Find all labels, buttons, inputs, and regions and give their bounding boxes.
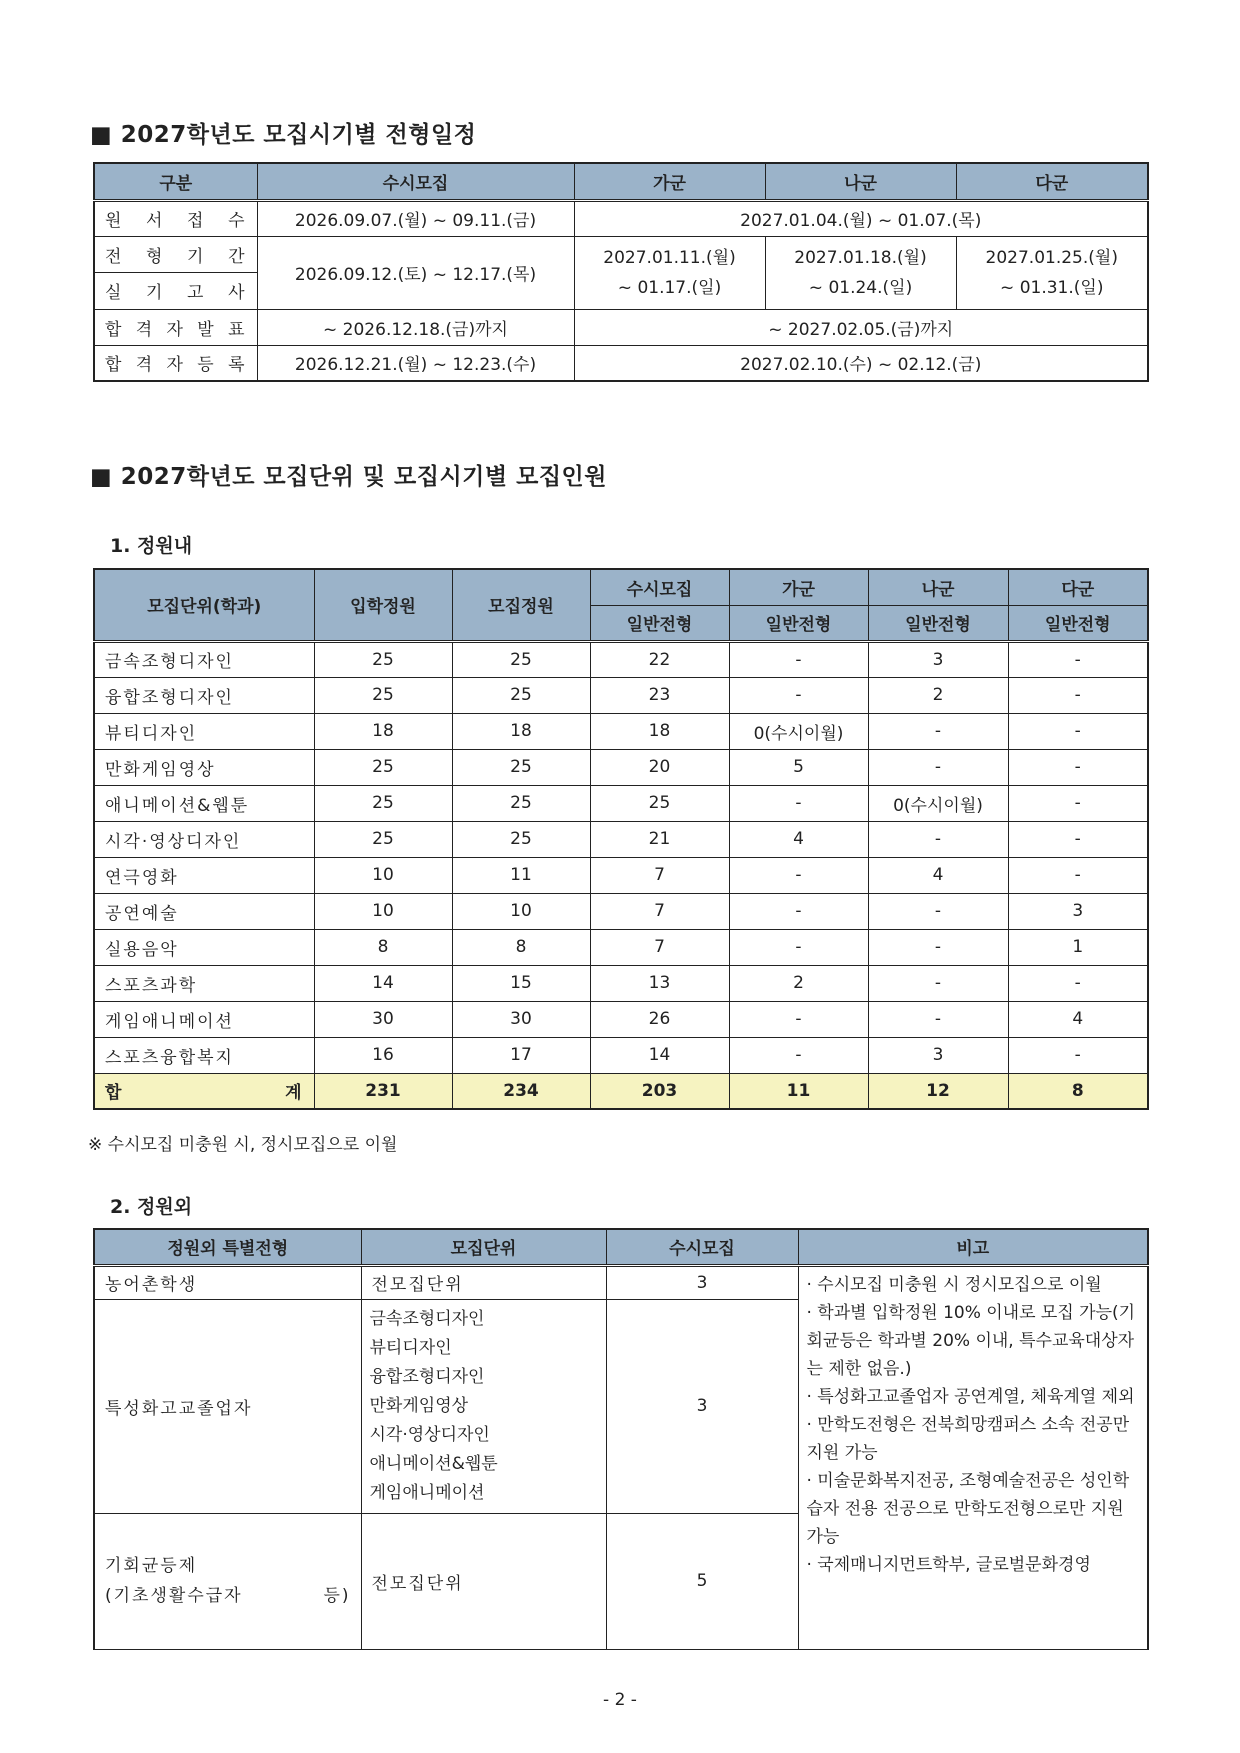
table-row <box>94 236 1148 272</box>
table-row <box>94 965 1148 1001</box>
ga-date <box>574 236 765 309</box>
unit-item: 융합조형디자인 <box>369 1366 485 1387</box>
susi-count: 3 <box>606 1299 798 1513</box>
header-unit: 모집단위 <box>361 1229 606 1265</box>
unit-item: 게임애니메이션 <box>369 1482 485 1503</box>
susi-count: 5 <box>606 1513 798 1649</box>
unit-item: 만화게임영상 <box>369 1395 469 1416</box>
na-count: - <box>868 965 1008 1001</box>
table-row <box>94 785 1148 821</box>
total-susi: 203 <box>590 1073 729 1109</box>
remarks-cell <box>798 1265 1148 1649</box>
recruit-quota: 17 <box>452 1037 590 1073</box>
header-general: 일반전형 <box>868 605 1008 641</box>
susi-count: 7 <box>590 857 729 893</box>
special-type: 특성화고교졸업자 <box>94 1299 361 1513</box>
unit-name: 스포츠융합복지 <box>94 1037 314 1073</box>
na-count: - <box>868 893 1008 929</box>
susi-count: 7 <box>590 893 729 929</box>
total-da: 8 <box>1008 1073 1148 1109</box>
admit-quota: 25 <box>314 821 452 857</box>
special-type-main: 기회균등제 <box>105 1556 198 1576</box>
unit: 전모집단위 <box>361 1513 606 1649</box>
recruit-quota: 8 <box>452 929 590 965</box>
unit-name: 금속조형디자인 <box>94 641 314 677</box>
remark-item: · 수시모집 미충원 시 정시모집으로 이월 <box>806 1274 1102 1295</box>
na-count: - <box>868 713 1008 749</box>
row-label: 실 기 고 사 <box>94 272 257 309</box>
header-recruit: 모집정원 <box>452 569 590 641</box>
unit-name: 융합조형디자인 <box>94 677 314 713</box>
remark-item: · 미술문화복지전공, 조형예술전공은 성인학습자 전용 전공으로 만학도전형으로만 지원 가능 <box>806 1470 1130 1547</box>
header-susi: 수시모집 <box>606 1229 798 1265</box>
unit-name: 애니메이션&웹툰 <box>94 785 314 821</box>
header-category: 구분 <box>94 163 257 200</box>
susi-count: 13 <box>590 965 729 1001</box>
table-row <box>94 200 1148 236</box>
da-count: - <box>1008 749 1148 785</box>
ga-count: - <box>729 1037 868 1073</box>
header-da: 다군 <box>956 163 1148 200</box>
table-row <box>94 1265 1148 1299</box>
ga-count: - <box>729 677 868 713</box>
unit-name: 연극영화 <box>94 857 314 893</box>
total-ga: 11 <box>729 1073 868 1109</box>
da-count: - <box>1008 821 1148 857</box>
susi-count: 21 <box>590 821 729 857</box>
recruit-quota: 25 <box>452 677 590 713</box>
na-count: 0(수시이월) <box>868 785 1008 821</box>
schedule-table <box>93 162 1149 382</box>
da-date-end: ~ 01.31.(일) <box>1000 277 1104 298</box>
unit-name: 공연예술 <box>94 893 314 929</box>
unit-item: 뷰티디자인 <box>369 1337 452 1358</box>
remark-item: · 특성화고교졸업자 공연계열, 체육계열 제외 <box>806 1386 1135 1407</box>
table-row <box>94 641 1148 677</box>
table-row <box>94 309 1148 345</box>
susi-count: 18 <box>590 713 729 749</box>
ga-count: - <box>729 929 868 965</box>
susi-count: 25 <box>590 785 729 821</box>
header-susi: 수시모집 <box>590 569 729 605</box>
admit-quota: 30 <box>314 1001 452 1037</box>
header-na: 나군 <box>868 569 1008 605</box>
da-count: 4 <box>1008 1001 1148 1037</box>
da-count: - <box>1008 1037 1148 1073</box>
page-number: - 2 - <box>603 1690 637 1710</box>
special-type-sub: (기초생활수급자 등) <box>105 1586 351 1606</box>
unit-item: 시각·영상디자인 <box>369 1424 490 1445</box>
da-count: - <box>1008 785 1148 821</box>
susi-count: 23 <box>590 677 729 713</box>
susi-count: 22 <box>590 641 729 677</box>
header-remarks: 비고 <box>798 1229 1148 1265</box>
special-type: 농어촌학생 <box>94 1265 361 1299</box>
susi-count: 14 <box>590 1037 729 1073</box>
unit-list <box>361 1299 606 1513</box>
ga-count: 0(수시이월) <box>729 713 868 749</box>
na-count: 3 <box>868 641 1008 677</box>
row-label: 전 형 기 간 <box>94 236 257 272</box>
susi-date: 2026.09.12.(토) ~ 12.17.(목) <box>257 236 574 309</box>
table-row <box>94 677 1148 713</box>
header-general: 일반전형 <box>590 605 729 641</box>
unit-name: 게임애니메이션 <box>94 1001 314 1037</box>
da-date-start: 2027.01.25.(월) <box>985 247 1118 268</box>
recruit-quota: 11 <box>452 857 590 893</box>
ga-count: - <box>729 1001 868 1037</box>
na-count: - <box>868 749 1008 785</box>
carryover-note: ※ 수시모집 미충원 시, 정시모집으로 이월 <box>88 1135 398 1155</box>
header-unit: 모집단위(학과) <box>94 569 314 641</box>
ga-count: 2 <box>729 965 868 1001</box>
unit-name: 스포츠과학 <box>94 965 314 1001</box>
jeongsi-date: 2027.02.10.(수) ~ 02.12.(금) <box>574 345 1148 381</box>
na-count: - <box>868 1001 1008 1037</box>
row-label: 합 격 자 등 록 <box>94 345 257 381</box>
admit-quota: 14 <box>314 965 452 1001</box>
na-count: 3 <box>868 1037 1008 1073</box>
header-special-type: 정원외 특별전형 <box>94 1229 361 1265</box>
jeongsi-date: 2027.01.04.(월) ~ 01.07.(목) <box>574 200 1148 236</box>
row-label: 합 격 자 발 표 <box>94 309 257 345</box>
total-admit: 231 <box>314 1073 452 1109</box>
ga-count: - <box>729 641 868 677</box>
unit-name: 뷰티디자인 <box>94 713 314 749</box>
na-count: 4 <box>868 857 1008 893</box>
admit-quota: 25 <box>314 677 452 713</box>
da-count: 1 <box>1008 929 1148 965</box>
table-row <box>94 749 1148 785</box>
jeongsi-date: ~ 2027.02.05.(금)까지 <box>574 309 1148 345</box>
recruit-quota: 18 <box>452 713 590 749</box>
table-row <box>94 929 1148 965</box>
na-date-start: 2027.01.18.(월) <box>794 247 927 268</box>
extra-quota-table <box>93 1228 1149 1650</box>
total-na: 12 <box>868 1073 1008 1109</box>
header-ga: 가군 <box>574 163 765 200</box>
da-count: - <box>1008 965 1148 1001</box>
susi-date: 2026.09.07.(월) ~ 09.11.(금) <box>257 200 574 236</box>
unit-item: 금속조형디자인 <box>369 1308 485 1329</box>
admit-quota: 10 <box>314 893 452 929</box>
unit-item: 애니메이션&웹툰 <box>369 1453 498 1474</box>
subsection-title-extra: 2. 정원외 <box>110 1196 193 1218</box>
da-date <box>956 236 1148 309</box>
da-count: - <box>1008 641 1148 677</box>
admit-quota: 25 <box>314 785 452 821</box>
da-count: - <box>1008 857 1148 893</box>
remark-item: · 국제매니지먼트학부, 글로벌문화경영 <box>806 1554 1091 1575</box>
header-da: 다군 <box>1008 569 1148 605</box>
total-label: 합 계 <box>94 1073 314 1109</box>
section-title-quota: ■ 2027학년도 모집단위 및 모집시기별 모집인원 <box>90 464 607 490</box>
ga-count: - <box>729 857 868 893</box>
na-date-end: ~ 01.24.(일) <box>808 277 913 298</box>
recruit-quota: 10 <box>452 893 590 929</box>
quota-table <box>93 568 1149 1110</box>
remark-item: · 학과별 입학정원 10% 이내로 모집 가능(기회균등은 학과별 20% 이내, 특수교육대상자는 제한 없음.) <box>806 1302 1136 1379</box>
header-na: 나군 <box>765 163 956 200</box>
unit-name: 시각·영상디자인 <box>94 821 314 857</box>
total-recruit: 234 <box>452 1073 590 1109</box>
unit: 전모집단위 <box>361 1265 606 1299</box>
da-count: - <box>1008 677 1148 713</box>
ga-count: 4 <box>729 821 868 857</box>
admit-quota: 18 <box>314 713 452 749</box>
recruit-quota: 25 <box>452 641 590 677</box>
table-row <box>94 893 1148 929</box>
table-row <box>94 1037 1148 1073</box>
table-row <box>94 821 1148 857</box>
table-row <box>94 345 1148 381</box>
na-count: - <box>868 821 1008 857</box>
recruit-quota: 25 <box>452 821 590 857</box>
ga-date-start: 2027.01.11.(월) <box>603 247 736 268</box>
header-general: 일반전형 <box>1008 605 1148 641</box>
section-title-schedule: ■ 2027학년도 모집시기별 전형일정 <box>90 122 477 148</box>
susi-count: 7 <box>590 929 729 965</box>
susi-date: ~ 2026.12.18.(금)까지 <box>257 309 574 345</box>
header-general: 일반전형 <box>729 605 868 641</box>
da-count: - <box>1008 713 1148 749</box>
admit-quota: 8 <box>314 929 452 965</box>
na-count: - <box>868 929 1008 965</box>
ga-date-end: ~ 01.17.(일) <box>617 277 722 298</box>
unit-name: 실용음악 <box>94 929 314 965</box>
unit-name: 만화게임영상 <box>94 749 314 785</box>
susi-count: 3 <box>606 1265 798 1299</box>
special-type <box>94 1513 361 1649</box>
na-date <box>765 236 956 309</box>
admit-quota: 16 <box>314 1037 452 1073</box>
table-row <box>94 713 1148 749</box>
remark-item: · 만학도전형은 전북희망캠퍼스 소속 전공만 지원 가능 <box>806 1414 1130 1463</box>
susi-date: 2026.12.21.(월) ~ 12.23.(수) <box>257 345 574 381</box>
admit-quota: 10 <box>314 857 452 893</box>
susi-count: 26 <box>590 1001 729 1037</box>
recruit-quota: 15 <box>452 965 590 1001</box>
header-susi: 수시모집 <box>257 163 574 200</box>
admit-quota: 25 <box>314 749 452 785</box>
ga-count: 5 <box>729 749 868 785</box>
susi-count: 20 <box>590 749 729 785</box>
table-row <box>94 857 1148 893</box>
ga-count: - <box>729 893 868 929</box>
row-label: 원 서 접 수 <box>94 200 257 236</box>
ga-count: - <box>729 785 868 821</box>
admit-quota: 25 <box>314 641 452 677</box>
recruit-quota: 25 <box>452 749 590 785</box>
total-row <box>94 1073 1148 1109</box>
recruit-quota: 30 <box>452 1001 590 1037</box>
header-admit: 입학정원 <box>314 569 452 641</box>
subsection-title-regular: 1. 정원내 <box>110 535 193 557</box>
recruit-quota: 25 <box>452 785 590 821</box>
table-row <box>94 1001 1148 1037</box>
header-ga: 가군 <box>729 569 868 605</box>
na-count: 2 <box>868 677 1008 713</box>
da-count: 3 <box>1008 893 1148 929</box>
